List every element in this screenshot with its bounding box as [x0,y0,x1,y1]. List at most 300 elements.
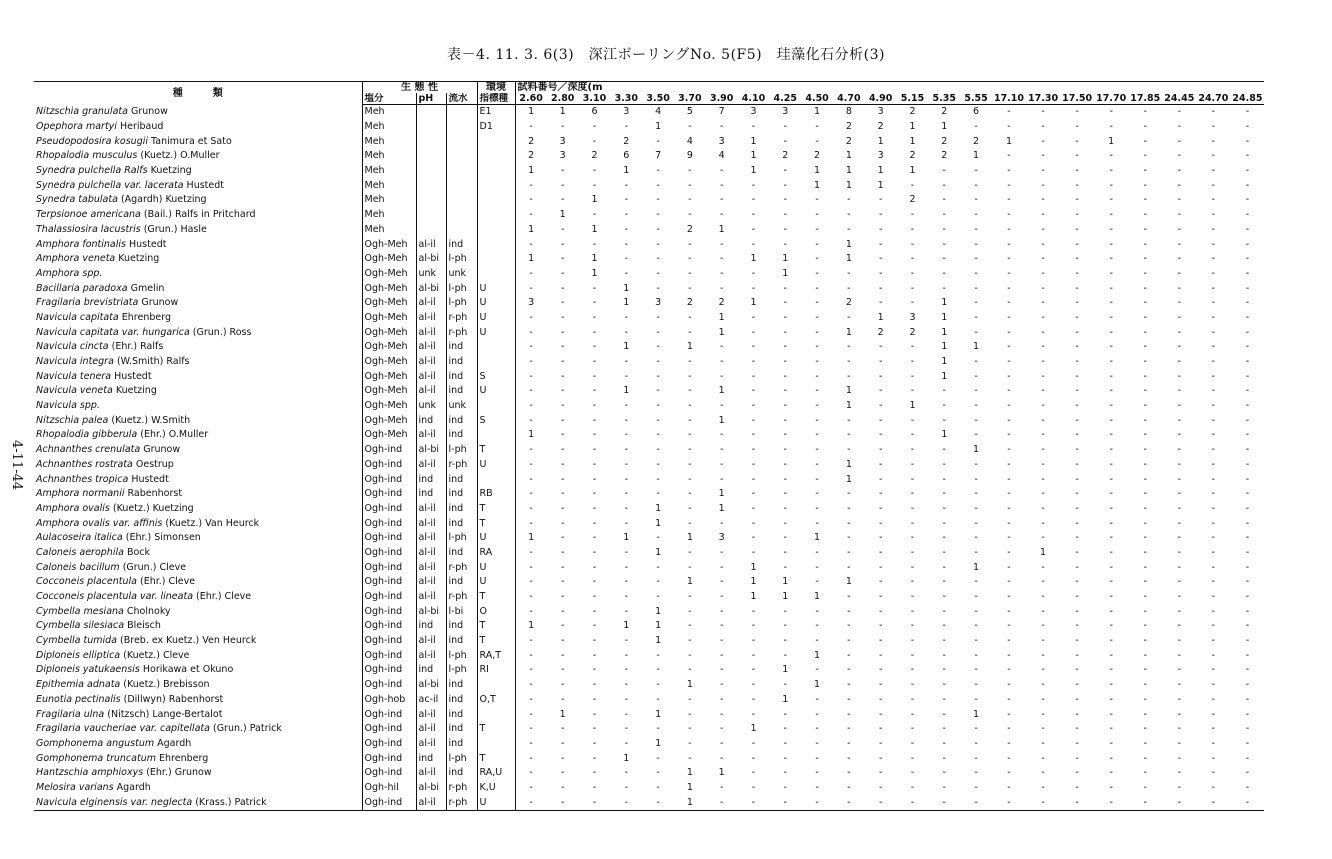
ph-cell: al-il [416,369,446,384]
count-cell: - [1075,179,1079,191]
count-cell: - [1007,326,1011,338]
count-cell: - [719,781,724,793]
count-cell: - [656,135,660,147]
depth-header: 3.70 [674,93,706,105]
depth-header: 3.10 [579,93,611,105]
count-cell: - [1041,591,1045,603]
count-cell: - [688,311,692,323]
count-cell: - [1041,106,1045,118]
count-cell: - [847,723,851,735]
table-row [34,193,1264,208]
current-cell: unk [446,399,477,414]
count-cell: - [878,591,883,603]
current-cell: l-ph [446,531,477,546]
count-cell: - [1109,385,1113,397]
count-cell: - [1007,311,1011,323]
indicator-cell: S [477,413,515,428]
count-cell: - [1007,194,1011,206]
species-cell [34,795,362,810]
count-cell: - [592,664,597,676]
species-author: Grunow [143,444,181,456]
count-cell: - [1143,605,1147,617]
count-cell: - [815,253,819,265]
count-cell: - [751,311,756,323]
depth-header: 3.50 [642,93,674,105]
count-cell: 3 [877,106,884,118]
current-cell: ind [446,722,477,737]
count-cell: - [815,473,819,485]
count-cell: - [624,473,628,485]
count-cell: - [847,664,851,676]
count-cell: - [815,693,819,705]
count-cell: - [910,561,915,573]
count-cell: - [560,532,565,544]
count-cell: - [656,444,660,456]
count-cell: - [974,635,978,647]
count-cell: - [1041,737,1045,749]
count-cell: - [942,473,946,485]
count-cell: - [1109,429,1113,441]
count-cell: - [847,767,851,779]
count-cell: 1 [718,502,725,514]
count-cell: - [1041,135,1045,147]
count-cell: - [1075,679,1079,691]
table-row [34,795,1264,810]
indicator-cell [477,355,515,370]
count-cell: - [1041,664,1045,676]
count-cell: 2 [623,135,630,147]
count-cell: - [624,546,628,558]
count-cell: - [656,532,660,544]
count-cell: 1 [845,385,852,397]
count-cell: - [688,165,692,177]
count-cell: - [942,532,946,544]
ph-cell: al-il [416,795,446,810]
count-cell: 3 [718,532,725,544]
count-cell: - [688,267,692,279]
count-cell: - [592,649,597,661]
count-cell: - [974,679,978,691]
species-author: (Kuetz.) W.Smith [111,414,191,426]
count-cell: - [751,121,756,133]
count-cell: - [878,458,883,470]
count-cell: - [1109,767,1113,779]
count-cell: 1 [515,105,547,120]
count-cell: - [1211,194,1216,206]
count-cell: - [1143,781,1147,793]
count-cell: - [688,546,692,558]
count-cell: - [560,693,565,705]
count-cell: - [1245,708,1250,720]
count-cell: - [1177,414,1182,426]
count-cell: - [897,795,929,810]
species-name: Amphora ovalis [36,502,110,514]
indicator-header: 指標種 [477,93,515,105]
count-cell: 1 [941,297,948,309]
salinity-header: 塩分 [362,93,416,105]
count-cell: - [1007,620,1011,632]
count-cell: - [878,473,883,485]
ph-cell [416,105,446,120]
species-cell [34,252,362,267]
count-cell: - [656,649,660,661]
count-cell: - [751,752,756,764]
count-cell: - [624,194,628,206]
count-cell: - [783,458,787,470]
count-cell: - [910,532,915,544]
indicator-cell: RA,T [477,648,515,663]
count-cell: - [1041,414,1045,426]
count-cell: 2 [515,149,547,164]
count-cell: - [974,400,978,412]
count-cell: - [974,767,978,779]
salinity-cell: Ogh-ind [362,531,416,546]
count-cell: - [942,488,946,500]
count-cell: - [910,664,915,676]
count-cell: 1 [782,267,789,279]
count-cell: 1 [750,150,757,162]
count-cell: 1 [686,341,693,353]
count-cell: - [847,620,851,632]
count-cell: - [942,708,946,720]
current-cell: l-ph [446,281,477,296]
count-cell: - [1143,649,1147,661]
count-cell: - [1143,282,1147,294]
page-number: 4-11-44 [9,440,24,491]
count-cell: - [1007,473,1011,485]
count-cell: - [1211,458,1216,470]
species-author: Kuetzing [150,165,192,177]
current-cell [446,120,477,135]
count-cell: - [1177,664,1182,676]
count-cell: - [1075,400,1079,412]
species-author: (Ehr.) Cleve [140,576,196,588]
count-cell: - [515,340,547,355]
count-cell: - [1211,311,1216,323]
count-cell: - [1109,223,1113,235]
species-name: Caloneis aerophila [36,546,124,558]
count-cell: - [878,414,883,426]
count-cell: - [1177,781,1182,793]
salinity-cell: Ogh-hob [362,693,416,708]
current-cell: r-ph [446,590,477,605]
count-cell: - [1007,679,1011,691]
count-cell: - [1041,238,1045,250]
count-cell: - [592,179,597,191]
count-cell: - [751,385,756,397]
count-cell: - [847,708,851,720]
species-cell [34,575,362,590]
count-cell: - [847,444,851,456]
count-cell: - [942,444,946,456]
count-cell: - [1075,311,1079,323]
indicator-cell: T [477,443,515,458]
count-cell: - [942,385,946,397]
count-cell: 1 [973,341,980,353]
table-row [34,164,1264,179]
count-cell: - [624,517,628,529]
salinity-cell: Ogh-ind [362,648,416,663]
count-cell: 1 [909,400,916,412]
count-cell: - [515,120,547,135]
count-cell: - [847,488,851,500]
count-cell: - [656,693,660,705]
count-cell: - [1109,752,1113,764]
ph-cell: al-il [416,340,446,355]
indicator-cell: U [477,575,515,590]
count-cell: - [878,223,883,235]
count-cell: - [1143,620,1147,632]
count-cell: - [1075,591,1079,603]
count-cell: - [1143,267,1147,279]
count-cell: - [1245,341,1250,353]
count-cell: - [847,429,851,441]
count-cell: - [1143,326,1147,338]
count-cell: - [560,620,565,632]
ph-cell [416,149,446,164]
current-cell: l-bi [446,604,477,619]
count-cell: - [783,414,787,426]
count-cell: - [719,209,724,221]
species-name: Caloneis bacillum [36,561,120,573]
count-cell: - [656,311,660,323]
count-cell: - [878,635,883,647]
count-cell: - [1245,532,1250,544]
count-cell: - [1007,546,1011,558]
count-cell: - [656,664,660,676]
count-cell: - [1143,723,1147,735]
page-title: 表－4. 11. 3. 6(3) 深江ボーリングNo. 5(F5) 珪藻化石分析(3) [447,47,885,63]
count-cell: - [847,267,851,279]
species-name: Gomphonema truncatum [36,752,156,764]
count-cell: 1 [655,708,662,720]
count-cell: - [1245,400,1250,412]
species-cell [34,604,362,619]
species-name: Navicula integra [36,356,114,368]
count-cell: - [974,532,978,544]
count-cell: 3 [877,150,884,162]
count-cell: - [1211,179,1216,191]
indicator-cell [477,178,515,193]
count-cell: - [1109,267,1113,279]
count-cell: - [1211,209,1216,221]
indicator-cell [477,399,515,414]
salinity-cell: Ogh-hil [362,781,416,796]
table-row [34,590,1264,605]
count-cell: - [1041,576,1045,588]
species-author: (Agardh) Kuetzing [120,194,207,206]
table-row [34,707,1264,722]
count-cell: - [783,635,787,647]
ph-cell: al-il [416,531,446,546]
count-cell: - [1245,517,1250,529]
count-cell: - [1041,400,1045,412]
count-cell: 3 [782,106,789,118]
count-cell: - [592,576,597,588]
count-cell: - [1245,209,1250,221]
count-cell: - [910,385,915,397]
count-cell: - [656,385,660,397]
count-cell: - [974,473,978,485]
ph-cell: al-bi [416,252,446,267]
count-cell: - [942,605,946,617]
count-cell: - [751,370,756,382]
count-cell: - [624,781,628,793]
count-cell: - [1143,209,1147,221]
count-cell: - [515,795,547,810]
count-cell: - [942,737,946,749]
count-cell: - [847,414,851,426]
count-cell: - [560,121,565,133]
count-cell: - [592,532,597,544]
count-cell: - [688,194,692,206]
count-cell: - [592,488,597,500]
species-name: Cymbella mesiana [36,605,124,617]
count-cell: - [815,605,819,617]
count-cell: - [751,679,756,691]
count-cell: - [1177,561,1182,573]
count-cell: - [942,664,946,676]
count-cell: - [1041,561,1045,573]
count-cell: - [1143,150,1147,162]
species-author: Hustedt [114,370,152,382]
species-author: Tanimura et Sato [151,135,232,147]
species-author: (Grun.) Patrick [212,723,282,735]
count-cell: - [624,502,628,514]
ph-cell: ind [416,663,446,678]
count-cell: - [1211,370,1216,382]
count-cell: - [592,370,597,382]
count-cell: 2 [515,134,547,149]
species-author: Oestrup [135,458,174,470]
count-cell: - [878,194,883,206]
count-cell: - [1143,165,1147,177]
count-cell: - [1041,679,1045,691]
species-name: Pseudopodosira kosugii [36,135,149,147]
ph-cell: al-il [416,737,446,752]
species-name: Navicula veneta [36,385,113,397]
count-cell: - [624,723,628,735]
count-cell: - [688,723,692,735]
count-cell: - [1109,282,1113,294]
count-cell: - [560,429,565,441]
count-cell: - [1245,311,1250,323]
count-cell: - [1109,356,1113,368]
ph-cell [416,208,446,223]
count-cell: - [974,326,978,338]
count-cell: - [1245,253,1250,265]
count-cell: - [1177,679,1182,691]
count-cell: - [1211,664,1216,676]
count-cell: - [974,356,978,368]
count-cell: - [1230,795,1264,810]
count-cell: - [815,635,819,647]
count-cell: 2 [718,297,725,309]
count-cell: - [1177,576,1182,588]
count-cell: - [801,795,833,810]
count-cell: - [592,400,597,412]
count-cell: - [751,400,756,412]
count-cell: - [1075,385,1079,397]
count-cell: - [515,384,547,399]
count-cell: - [783,737,787,749]
table-row [34,325,1264,340]
species-name: Hantzschia amphioxys [36,767,144,779]
indicator-cell: T [477,619,515,634]
species-cell [34,751,362,766]
count-cell: - [560,781,565,793]
count-cell: 1 [1108,135,1115,147]
count-cell: - [515,413,547,428]
species-name: Aulacoseira italica [36,532,123,544]
count-cell: - [592,238,597,250]
count-cell: - [1177,311,1182,323]
count-cell: - [1007,517,1011,529]
count-cell: - [624,311,628,323]
count-cell: 1 [1005,135,1012,147]
ph-cell: ind [416,619,446,634]
count-cell: 2 [973,135,980,147]
count-cell: - [847,752,851,764]
salinity-cell: Ogh-ind [362,487,416,502]
depth-header: 4.10 [738,93,770,105]
current-cell: ind [446,516,477,531]
depth-header: 24.70 [1198,93,1229,104]
indicator-cell: U [477,795,515,810]
count-cell: - [974,591,978,603]
count-cell: - [1075,135,1079,147]
count-cell: - [1211,400,1216,412]
indicator-cell: RA [477,546,515,561]
count-cell: - [878,620,883,632]
count-cell: - [974,781,978,793]
salinity-cell: Ogh-ind [362,604,416,619]
count-cell: - [1177,444,1182,456]
count-cell: 1 [877,165,884,177]
indicator-cell: T [477,516,515,531]
indicator-cell: RA,U [477,766,515,781]
count-cell: - [1245,267,1250,279]
count-cell: - [560,253,565,265]
count-cell: - [878,517,883,529]
count-cell: - [1007,693,1011,705]
count-cell: - [719,591,724,603]
count-cell: - [783,209,787,221]
count-cell: - [1177,253,1182,265]
count-cell: 2 [909,326,916,338]
count-cell: - [1245,591,1250,603]
current-cell: ind [446,369,477,384]
current-cell [446,105,477,120]
count-cell: - [751,517,756,529]
count-cell: - [1075,546,1079,558]
ph-cell [416,178,446,193]
current-cell [446,149,477,164]
count-cell: - [910,517,915,529]
count-cell: 1 [845,326,852,338]
table-body [34,105,1264,811]
count-cell: 1 [718,767,725,779]
count-cell: - [751,664,756,676]
count-cell: 2 [909,194,916,206]
count-cell: - [847,693,851,705]
count-cell: - [1007,708,1011,720]
salinity-cell: Meh [362,223,416,238]
count-cell: - [974,723,978,735]
count-cell: - [1177,121,1182,133]
count-cell: - [624,356,628,368]
species-name: Gomphonema angustum [36,737,155,749]
